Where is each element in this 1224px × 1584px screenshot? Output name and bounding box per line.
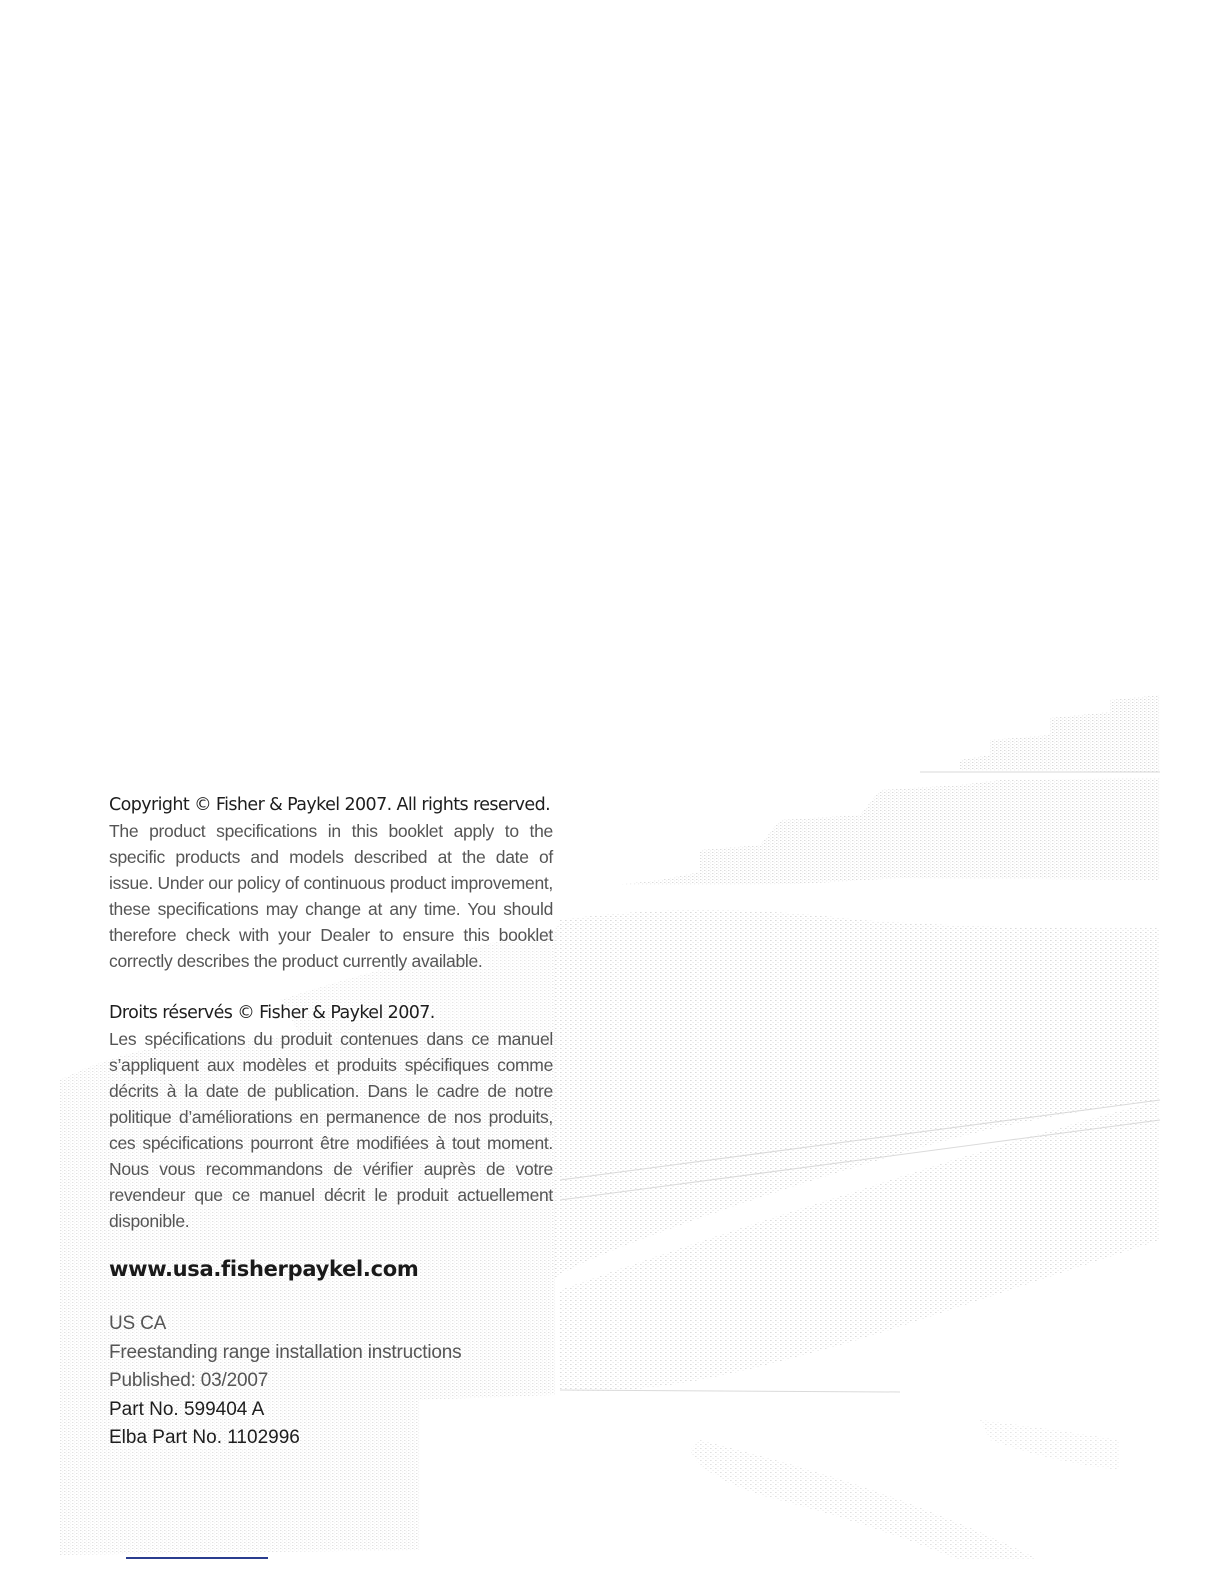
copyright-heading-fr: Droits réservés © Fisher & Paykel 2007. [109,1003,435,1023]
text-column [109,792,553,1453]
copyright-heading-en: Copyright © Fisher & Paykel 2007. All rights reserved. [109,795,551,815]
elba-part-number: Elba Part No. 1102996 [109,1427,300,1448]
region-codes: US CA [109,1313,167,1334]
copyright-body-en: The product specifications in this booklet apply to the specific products and models described at the date of issue. Under our policy of continuous product improvement, these specifications may change at any time. You should therefore check with your Dealer to ensure this booklet correctly describes the product currently available. [109,821,553,971]
website-link[interactable]: www.usa.fisherpaykel.com [109,1257,419,1281]
copyright-block-fr [109,1000,553,1234]
texture-streak-right [980,1420,1120,1470]
texture-stair-top [960,695,1160,772]
document-title: Freestanding range installation instructions [109,1341,462,1363]
part-number: Part No. 599404 A [109,1398,265,1420]
texture-stair-mid [615,778,1160,885]
copyright-body-fr: Les spécifications du produit contenues dans ce manuel s’appliquent aux modèles et produits spécifiques comme décrits à la date de publication. Dans le cadre de notre politique d’améliorations en permanence de nos produits, ces spécifications pourront être modifiées à tout moment. Nous vous recommandons de vérifier auprès de votre revendeur que ce manuel décrit le produit actuellement disponible. [109,1029,553,1231]
published-date: Published: 03/2007 [109,1370,269,1391]
texture-streak-bottom [690,1440,1040,1560]
footer-link-bar [126,1557,268,1559]
publication-info [109,1310,553,1453]
